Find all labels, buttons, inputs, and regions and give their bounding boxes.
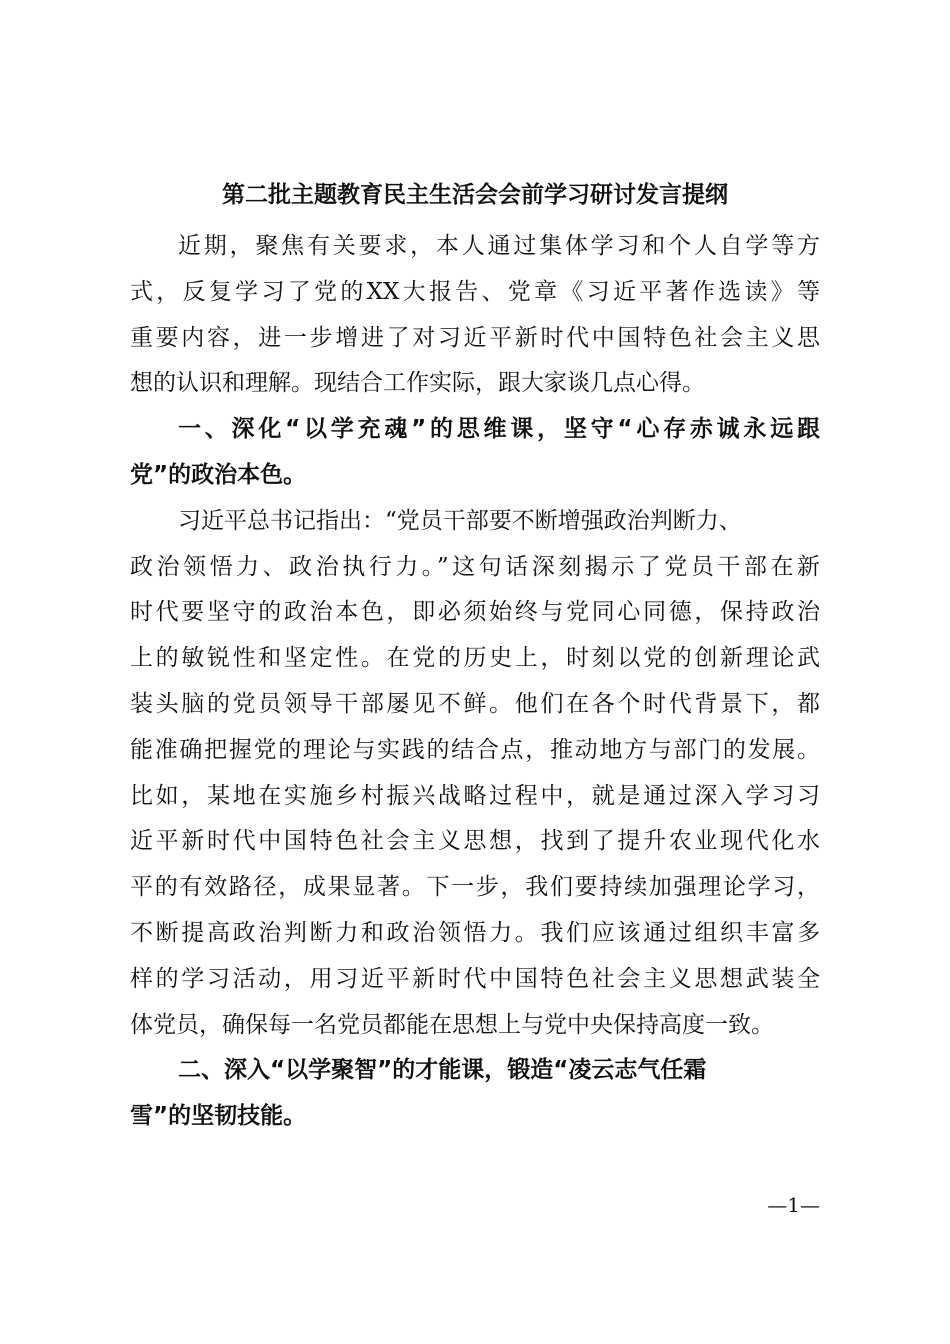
paragraph-line: 想的认识和理解。现结合工作实际，跟大家谈几点心得。	[130, 370, 705, 397]
paragraph-line: 重要内容，进一步增进了对习近平新时代中国特色社会主义思	[130, 324, 820, 351]
paragraph-line: 上的敏锐性和坚定性。在党的历史上，时刻以党的创新理论武	[130, 645, 820, 672]
section-heading-1	[130, 407, 820, 499]
heading-line: 一、深化“以学充魂”的思维课，坚守“心存赤诚永远跟	[178, 416, 820, 443]
section-1-paragraph	[130, 499, 820, 1049]
paragraph-line: 政治领悟力、政治执行力。”这句话深刻揭示了党员干部在新	[130, 553, 820, 580]
paragraph-line: 习近平总书记指出：“党员干部要不断增强政治判断力、	[178, 507, 742, 534]
paragraph-line: 装头脑的党员领导干部屡见不鲜。他们在各个时代背景下，都	[130, 690, 820, 717]
document-body	[130, 224, 820, 1140]
paragraph-line: 体党员，确保每一名党员都能在思想上与党中央保持高度一致。	[130, 1011, 774, 1038]
document-title: 第二批主题教育民主生活会会前学习研讨发言提纲	[222, 182, 728, 208]
paragraph-line: 式，反复学习了党的XX大报告、党章《习近平著作选读》等	[130, 278, 820, 305]
paragraph-line: 平的有效路径，成果显著。下一步，我们要持续加强理论学习，	[130, 874, 820, 901]
section-heading-2	[130, 1048, 820, 1140]
paragraph-line: 样的学习活动，用习近平新时代中国特色社会主义思想武装全	[130, 965, 820, 992]
page-number: —1—	[767, 1193, 820, 1217]
paragraph-line: 近期，聚焦有关要求，本人通过集体学习和个人自学等方	[178, 233, 820, 259]
heading-line: 二、深入“以学聚智”的才能课，锻造“凌云志气任霜	[178, 1057, 707, 1084]
intro-paragraph	[130, 224, 820, 407]
paragraph-line: 比如，某地在实施乡村振兴战略过程中，就是通过深入学习习	[130, 782, 820, 809]
paragraph-line: 能准确把握党的理论与实践的结合点，推动地方与部门的发展。	[130, 736, 820, 763]
paragraph-line: 时代要坚守的政治本色，即必须始终与党同心同德，保持政治	[130, 599, 820, 626]
paragraph-line: 近平新时代中国特色社会主义思想，找到了提升农业现代化水	[130, 828, 820, 855]
paragraph-line: 不断提高政治判断力和政治领悟力。我们应该通过组织丰富多	[130, 919, 820, 946]
heading-line: 党”的政治本色。	[130, 461, 307, 488]
heading-line: 雪”的坚韧技能。	[130, 1103, 307, 1130]
